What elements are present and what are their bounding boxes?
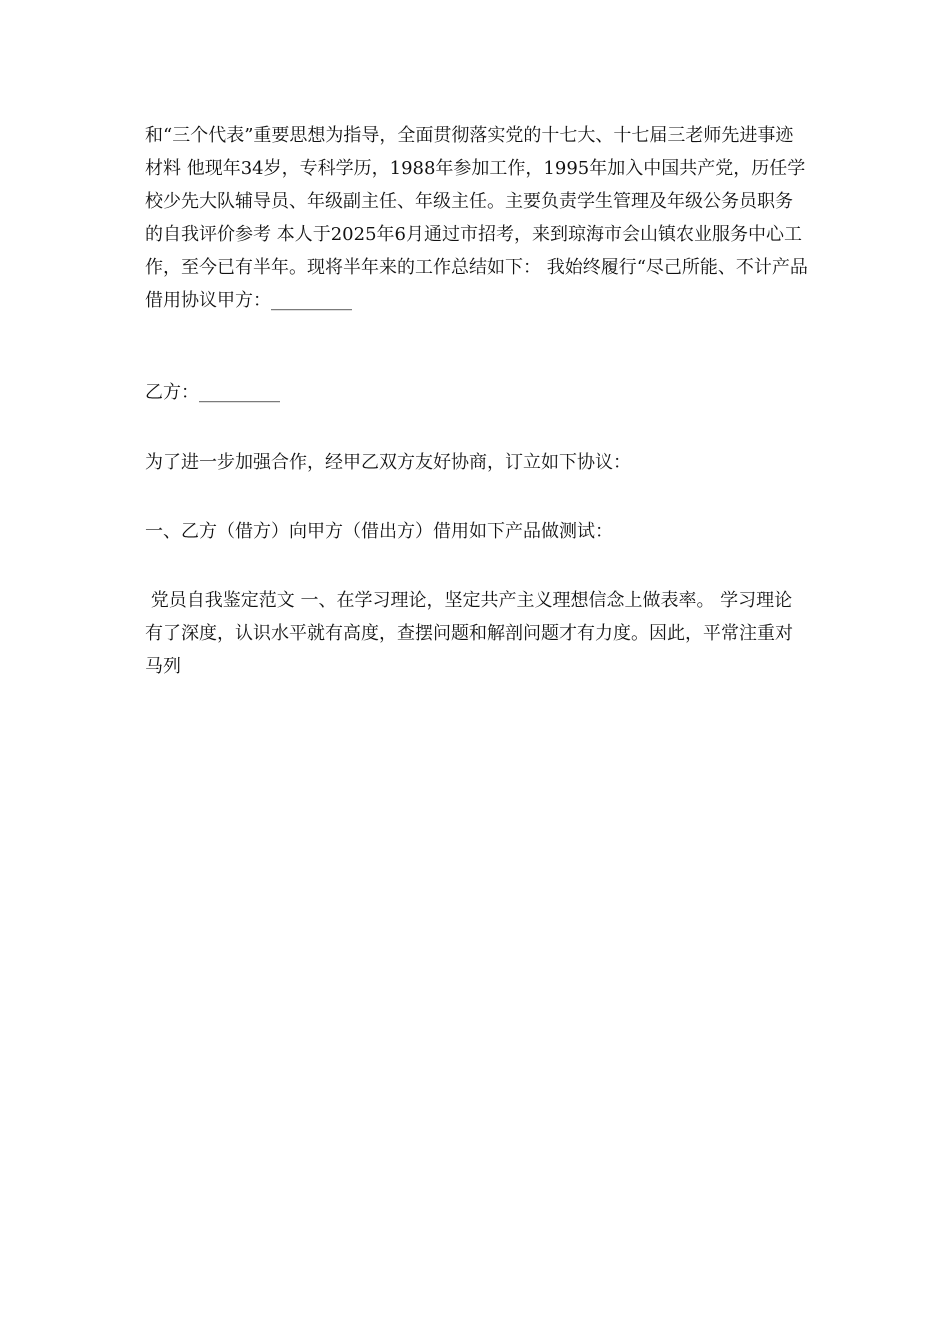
paragraph-intro: 和“三个代表”重要思想为指导，全面贯彻落实党的十七大、十七届三老师先进事迹材料 他现年34岁，专科学历，1988年参加工作，1995年加入中国共产党，历任学校少先大队辅导员、年级副主任、年级主任。主要负责学生管理及年级公务员职务的自我评价参考 本人于2025年6月通过市招考，来到琼海市会山镇农业服务中心工作，至今已有半年。现将半年来的工作总结如下： 我始终履行“尽己所能、不计产品借用协议甲方：_________: [145, 125, 808, 311]
agreement-preamble: 为了进一步加强合作，经甲乙双方友好协商，订立如下协议：: [145, 452, 631, 473]
paragraph-self-assessment: 党员自我鉴定范文 一、在学习理论，坚定共产主义理想信念上做表率。 学习理论有了深度，认识水平就有高度，查摆问题和解剖问题才有力度。因此，平常注重对马列: [145, 590, 793, 677]
party-b-line: 乙方：_________: [145, 382, 280, 403]
clause-one: 一、乙方（借方）向甲方（借出方）借用如下产品做测试：: [145, 521, 613, 542]
